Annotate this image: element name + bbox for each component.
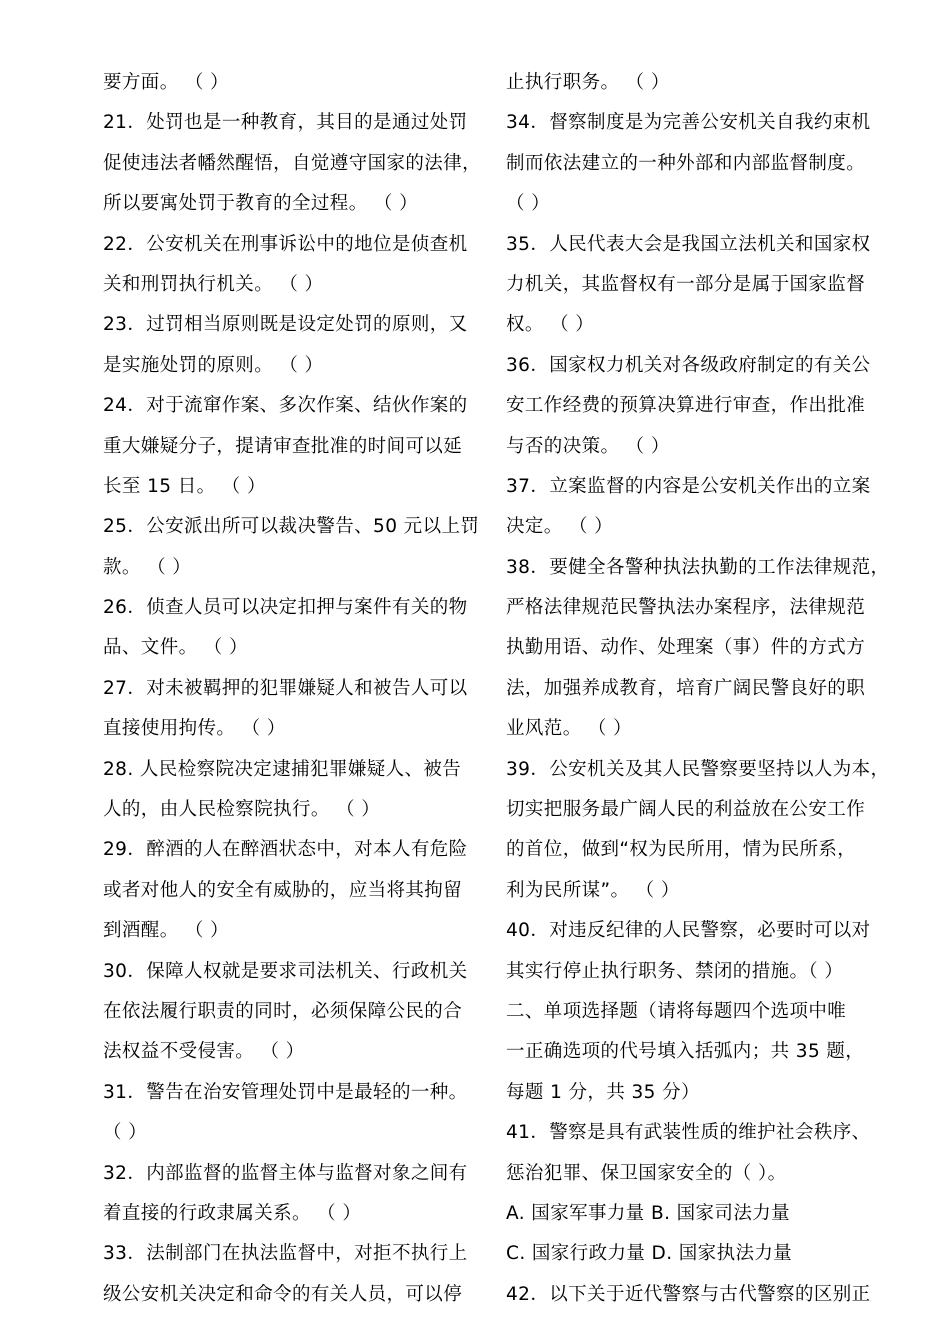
right-text-line: 34．督察制度是为完善公安机关自我约束机	[506, 112, 871, 134]
right-text-line: 每题 1 分，共 35 分）	[506, 1081, 700, 1103]
right-text-line: 42．以下关于近代警察与古代警察的区别正	[506, 1283, 871, 1305]
right-text-line: 法，加强养成教育，培育广阔民警良好的职	[506, 677, 866, 699]
left-text-line: 人的，由人民检察院执行。 （ ）	[103, 799, 381, 821]
right-text-line: 36．国家权力机关对各级政府制定的有关公	[506, 354, 871, 376]
left-text-line: 品、文件。 （ ）	[103, 637, 248, 659]
left-text-line: 28. 人民检察院决定逮捕犯罪嫌疑人、被告	[103, 758, 462, 780]
right-text-line: C. 国家行政力量 D. 国家执法力量	[506, 1243, 793, 1265]
left-text-line: 29．醉酒的人在醉酒状态中，对本人有危险	[103, 839, 468, 861]
left-text-line: 直接使用拘传。 （ ）	[103, 718, 286, 740]
right-text-line: （ ）	[506, 193, 551, 215]
right-text-line: 安工作经费的预算决算进行审查，作出批准	[506, 395, 866, 417]
right-text-line: 制而依法建立的一种外部和内部监督制度。	[506, 152, 866, 174]
right-text-line: 决定。 （ ）	[506, 516, 614, 538]
right-text-line: 41．警察是具有武装性质的维护社会秩序、	[506, 1122, 871, 1144]
left-text-line: 款。 （ ）	[103, 556, 192, 578]
right-text-line: 惩治犯罪、保卫国家安全的（ ）。	[506, 1162, 787, 1184]
left-text-line: 所以要寓处罚于教育的全过程。 （ ）	[103, 193, 418, 215]
left-text-line: 23．过罚相当原则既是设定处罚的原则，又	[103, 314, 468, 336]
left-text-line: 要方面。 （ ）	[103, 72, 229, 93]
right-text-line: 力机关，其监督权有一部分是属于国家监督	[506, 273, 866, 295]
right-text-line: 的首位，做到“权为民所用，情为民所系，	[506, 839, 857, 861]
left-text-line: 27．对未被羁押的犯罪嫌疑人和被告人可以	[103, 677, 468, 699]
left-text-line: 重大嫌疑分子，提请审查批准的时间可以延	[103, 435, 463, 457]
right-text-line: 37．立案监督的内容是公安机关作出的立案	[506, 475, 871, 497]
right-text-line: 严格法律规范民警执法办案程序，法律规范	[506, 597, 866, 619]
right-text-line: 38．要健全各警种执法执勤的工作法律规范，	[506, 556, 890, 578]
left-text-line: 或者对他人的安全有威胁的，应当将其拘留	[103, 879, 463, 901]
right-text-line: 业风范。 （ ）	[506, 718, 632, 740]
left-text-line: 21．处罚也是一种教育，其目的是通过处罚	[103, 112, 468, 134]
right-text-line: 利为民所谋”。 （ ）	[506, 879, 680, 901]
right-text-line: A. 国家军事力量 B. 国家司法力量	[506, 1202, 791, 1224]
left-text-line: 32．内部监督的监督主体与监督对象之间有	[103, 1162, 468, 1184]
right-text-line: 止执行职务。 （ ）	[506, 72, 670, 93]
right-text-column	[506, 63, 890, 1315]
right-text-line: 二、单项选择题（请将每题四个选项中唯	[506, 1000, 847, 1022]
right-text-line: 切实把服务最广阔人民的利益放在公安工作	[506, 799, 866, 821]
right-text-line: 一正确选项的代号填入括弧内；共 35 题，	[506, 1041, 865, 1063]
right-text-line: 35．人民代表大会是我国立法机关和国家权	[506, 233, 871, 255]
right-text-line: 其实行停止执行职务、禁闭的措施。（ ）	[506, 960, 844, 982]
right-text-line: 执勤用语、动作、处理案（事）件的方式方	[506, 637, 866, 659]
left-text-column	[103, 63, 483, 1315]
left-text-line: 25．公安派出所可以裁决警告、50 元以上罚	[103, 516, 480, 538]
left-text-line: 促使违法者幡然醒悟，自觉遵守国家的法律，	[103, 152, 482, 174]
right-text-line: 39．公安机关及其人民警察要坚持以人为本，	[506, 758, 890, 780]
right-text-line: 权。 （ ）	[506, 314, 595, 336]
left-text-line: 法权益不受侵害。 （ ）	[103, 1041, 305, 1063]
left-text-line: 33．法制部门在执法监督中，对拒不执行上	[103, 1243, 468, 1265]
left-text-line: 长至 15 日。 （ ）	[103, 475, 266, 497]
left-text-line: 26．侦查人员可以决定扣押与案件有关的物	[103, 597, 468, 619]
left-text-line: 22．公安机关在刑事诉讼中的地位是侦查机	[103, 233, 468, 255]
left-text-line: 24．对于流窜作案、多次作案、结伙作案的	[103, 395, 468, 417]
left-text-line: 关和刑罚执行机关。 （ ）	[103, 273, 324, 295]
left-text-line: 30．保障人权就是要求司法机关、行政机关	[103, 960, 468, 982]
left-text-line: 31．警告在治安管理处罚中是最轻的一种。	[103, 1081, 468, 1103]
left-text-line: 着直接的行政隶属关系。 （ ）	[103, 1202, 362, 1224]
left-text-line: 级公安机关决定和命令的有关人员，可以停	[103, 1283, 463, 1305]
right-text-line: 40．对违反纪律的人民警察，必要时可以对	[506, 920, 871, 942]
left-text-line: （ ）	[103, 1122, 148, 1144]
left-text-line: 在依法履行职责的同时，必须保障公民的合	[103, 1000, 463, 1022]
right-text-line: 与否的决策。 （ ）	[506, 435, 670, 457]
left-text-line: 是实施处罚的原则。 （ ）	[103, 354, 324, 376]
left-text-line: 到酒醒。 （ ）	[103, 920, 229, 942]
